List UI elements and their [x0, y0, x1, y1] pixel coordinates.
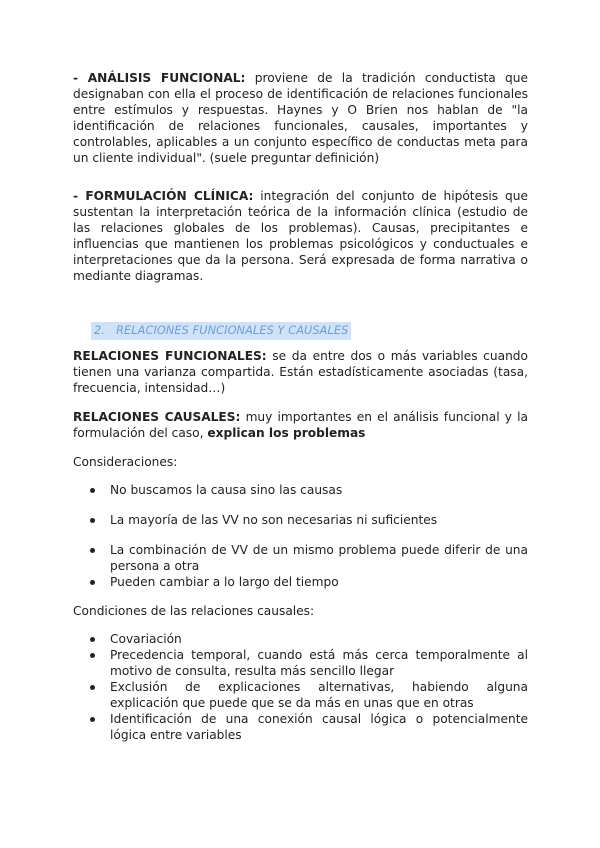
term-formulacion-clinica: - FORMULACIÓN CLÍNICA: — [73, 189, 254, 203]
conditions-list — [73, 631, 528, 743]
list-item: No buscamos la causa sino las causas — [73, 482, 528, 498]
list-item: Covariación — [73, 631, 528, 647]
definition-relaciones-funcionales: se da entre dos o más variables cuando tienen una varianza compartida. Están estadísticamente asociadas (tasa, frecuencia, intensidad…) — [73, 349, 528, 395]
section-heading-highlight — [91, 322, 351, 340]
bullet-icon — [90, 653, 95, 658]
paragraph-formulacion-clinica — [73, 188, 528, 284]
considerations-list — [73, 482, 528, 590]
list-item: Exclusión de explicaciones alternativas, habiendo alguna explicación que puede que se da más en unas que en otras — [73, 679, 528, 711]
section-title: RELACIONES FUNCIONALES Y CAUSALES — [116, 324, 349, 337]
bullet-icon — [90, 685, 95, 690]
list-item: La mayoría de las VV no son necesarias ni suficientes — [73, 512, 528, 528]
term-relaciones-funcionales: RELACIONES FUNCIONALES: — [73, 349, 267, 363]
bullet-icon — [90, 580, 95, 585]
bullet-icon — [90, 637, 95, 642]
list-item: Pueden cambiar a lo largo del tiempo — [73, 574, 528, 590]
emphasis-explican-problemas: explican los problemas — [207, 426, 366, 440]
list-item: Identificación de una conexión causal lógica o potencialmente lógica entre variables — [73, 711, 528, 743]
term-relaciones-causales: RELACIONES CAUSALES: — [73, 410, 241, 424]
paragraph-relaciones-funcionales — [73, 348, 528, 396]
term-analisis-funcional: - ANÁLISIS FUNCIONAL: — [73, 71, 246, 85]
section-heading — [73, 322, 528, 340]
list-item: Precedencia temporal, cuando está más cerca temporalmente al motivo de consulta, resulta más sencillo llegar — [73, 647, 528, 679]
document-page — [73, 70, 528, 743]
bullet-icon — [90, 488, 95, 493]
definition-formulacion-clinica: integración del conjunto de hipótesis que sustentan la interpretación teórica de la información clínica (estudio de las relaciones globales de los problemas). Causas, precipitantes e influencias que mantienen los problemas psicológicos y conductuales e interpretaciones que da la persona. Será expresada de forma narrativa o mediante diagramas. — [73, 189, 529, 283]
paragraph-relaciones-causales — [73, 409, 528, 441]
paragraph-analisis-funcional — [73, 70, 528, 166]
definition-relaciones-causales: muy importantes en el análisis funcional y la formulación del caso, — [73, 410, 528, 440]
list-item: La combinación de VV de un mismo problema puede diferir de una persona a otra — [73, 542, 528, 574]
definition-analisis-funcional: proviene de la tradición conductista que designaban con ella el proceso de identificación de relaciones funcionales entre estímulos y respuestas. Haynes y O Brien nos hablan de "la identificación de relaciones funcionales, causales, importantes y controlables, aplicables a un conjunto específico de conductas meta para un cliente individual". (suele preguntar definición) — [73, 71, 528, 165]
conditions-title: Condiciones de las relaciones causales: — [73, 604, 315, 618]
bullet-icon — [90, 717, 95, 722]
considerations-title: Consideraciones: — [73, 455, 178, 469]
bullet-icon — [90, 518, 95, 523]
bullet-icon — [90, 548, 95, 553]
section-number: 2. — [94, 324, 105, 337]
